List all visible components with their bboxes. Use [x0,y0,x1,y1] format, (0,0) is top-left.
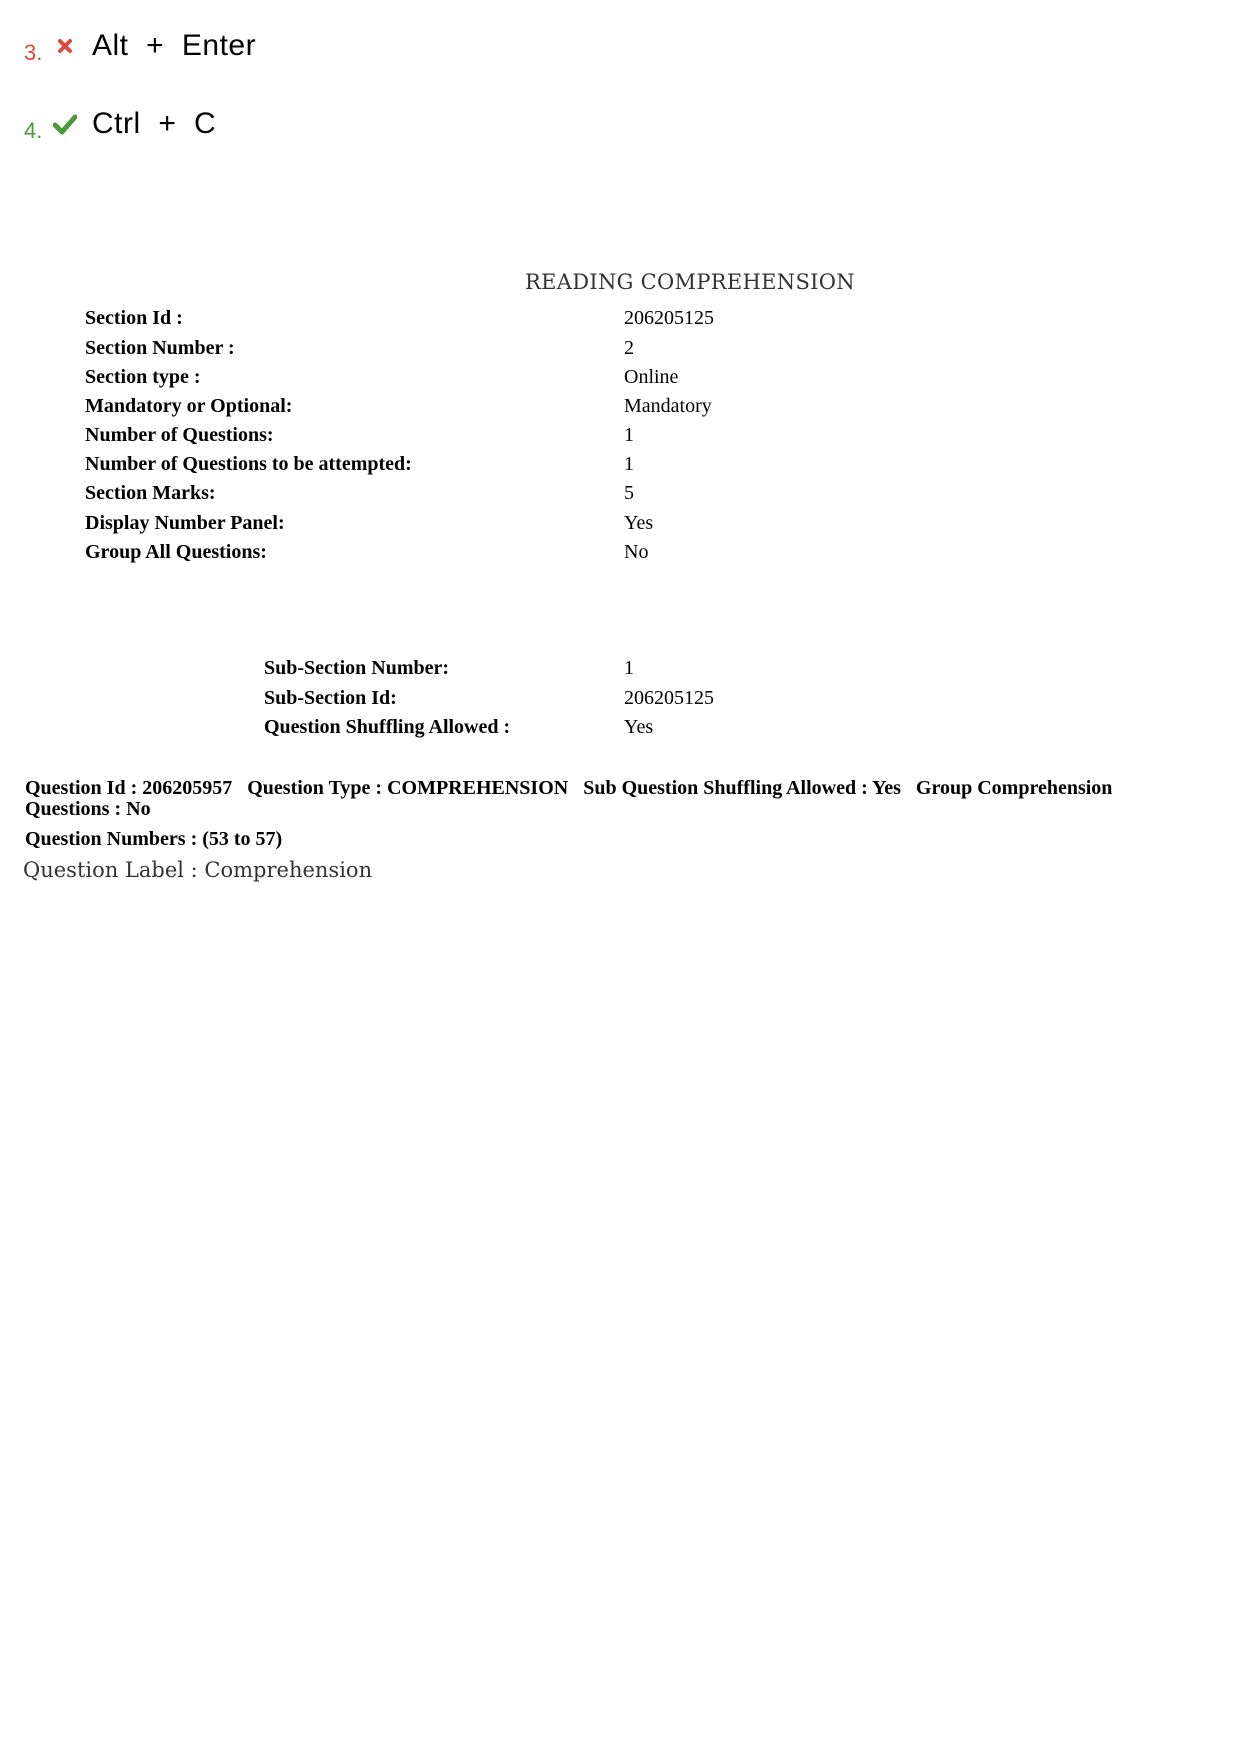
option-number: 3. [24,40,43,65]
option-number: 4. [24,118,43,143]
row-value: 206205125 [624,307,714,329]
row-value: Yes [624,716,654,738]
row-label: Mandatory or Optional: [85,395,293,417]
section-title: READING COMPREHENSION [525,270,855,294]
row-value: 2 [624,337,634,359]
checkmark-icon [52,111,78,137]
option-text: Ctrl + C [92,107,217,140]
row-value: 5 [624,482,634,504]
row-label: Number of Questions to be attempted: [85,453,412,475]
row-value: Mandatory [624,395,712,417]
question-label: Question Label : Comprehension [23,858,373,882]
row-label: Section Marks: [85,482,216,504]
row-value: 206205125 [624,687,714,709]
row-label: Sub-Section Id: [264,687,397,709]
row-value: 1 [624,453,634,475]
question-numbers: Question Numbers : (53 to 57) [25,828,283,850]
row-value: 1 [624,657,634,679]
row-label: Section Id : [85,307,183,329]
row-value: 1 [624,424,634,446]
row-value: Online [624,366,679,388]
row-value: Yes [624,512,654,534]
option-3 [24,26,256,66]
group-comprehension: Group Comprehension Questions : No [25,777,1113,820]
cross-icon [52,33,78,59]
option-4 [24,104,216,144]
row-label: Question Shuffling Allowed : [264,716,511,738]
row-label: Number of Questions: [85,424,274,446]
row-label: Section Number : [85,337,235,359]
question-id: Question Id : 206205957 [25,777,233,799]
sub-question-shuffling: Sub Question Shuffling Allowed : Yes [583,777,901,799]
question-meta [25,778,1195,820]
option-text: Alt + Enter [92,29,257,62]
row-label: Sub-Section Number: [264,657,450,679]
row-label: Display Number Panel: [85,512,285,534]
row-label: Section type : [85,366,201,388]
row-value: No [624,541,649,563]
row-label: Group All Questions: [85,541,267,563]
question-type: Question Type : COMPREHENSION [247,777,569,799]
